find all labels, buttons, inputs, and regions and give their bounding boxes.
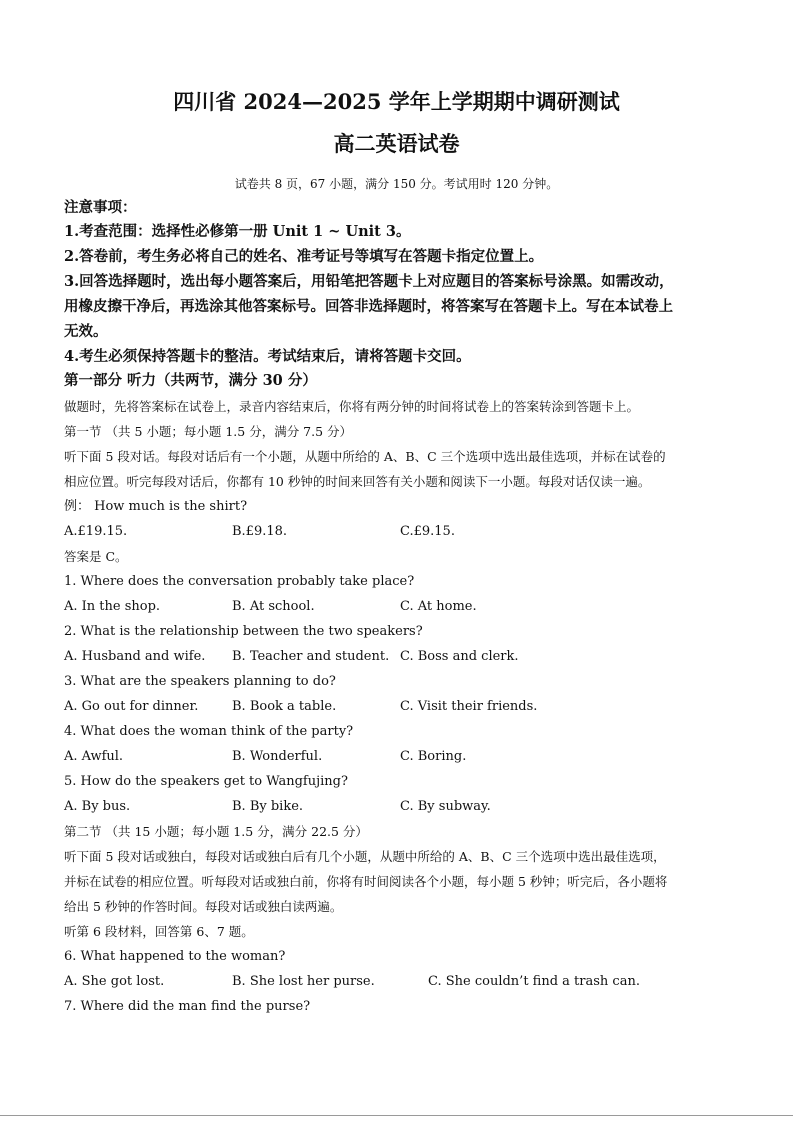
material-6-intro: 听第 6 段材料，回答第 6、7 题。 bbox=[64, 924, 254, 939]
section2-directions: 并标在试卷的相应位置。听每段对话或独白前，你将有时间阅读各个小题，每小题 5 秒钟；听完后，各小题将 bbox=[64, 874, 668, 889]
note-item: 2.答卷前，考生务必将自己的姓名、准考证号等填写在答题卡指定位置上。 bbox=[64, 248, 544, 265]
q5-option-b: B. By bike. bbox=[232, 799, 304, 814]
section1-directions: 听下面 5 段对话。每段对话后有一个小题，从题中所给的 A、B、C 三个选项中选出最佳选项，并标在试卷的 bbox=[64, 449, 666, 464]
q6-option-a: A. She got lost. bbox=[64, 974, 165, 989]
section1-heading: 第一节 （共 5 小题；每小题 1.5 分，满分 7.5 分） bbox=[64, 424, 353, 439]
q6-option-c: C. She couldn’t find a trash can. bbox=[428, 974, 640, 989]
section2-directions: 听下面 5 段对话或独白，每段对话或独白后有几个小题，从题中所给的 A、B、C 三个选项中选出最佳选项， bbox=[64, 849, 666, 864]
q3-option-b: B. Book a table. bbox=[232, 699, 337, 714]
question-4: 4. What does the woman think of the party? bbox=[64, 724, 354, 739]
note-item: 4.考生必须保持答题卡的整洁。考试结束后，请将答题卡交回。 bbox=[64, 348, 471, 365]
exam-info: 试卷共 8 页，67 小题，满分 150 分。考试用时 120 分钟。 bbox=[234, 177, 559, 191]
q6-option-b: B. She lost her purse. bbox=[232, 974, 375, 989]
question-1: 1. Where does the conversation probably take place? bbox=[64, 574, 415, 589]
section2-heading: 第二节 （共 15 小题；每小题 1.5 分，满分 22.5 分） bbox=[64, 824, 368, 839]
q1-option-c: C. At home. bbox=[400, 599, 477, 614]
page-bottom-rule bbox=[0, 1115, 793, 1116]
note-item: 用橡皮擦干净后，再选涂其他答案标号。回答非选择题时，将答案写在答题卡上。写在本试卷上 bbox=[64, 298, 673, 315]
q3-option-a: A. Go out for dinner. bbox=[64, 699, 199, 714]
part1-heading: 第一部分 听力（共两节，满分 30 分） bbox=[64, 372, 317, 389]
question-2: 2. What is the relationship between the two speakers? bbox=[64, 624, 423, 639]
question-6: 6. What happened to the woman? bbox=[64, 949, 286, 964]
q1-option-b: B. At school. bbox=[232, 599, 315, 614]
example-question: 例： How much is the shirt? bbox=[64, 499, 248, 514]
note-item: 无效。 bbox=[64, 323, 108, 340]
q5-option-a: A. By bus. bbox=[64, 799, 131, 814]
example-option-a: A.£19.15. bbox=[64, 524, 128, 539]
section1-directions: 相应位置。听完每段对话后，你都有 10 秒钟的时间来回答有关小题和阅读下一小题。每段对话仅读一遍。 bbox=[64, 474, 651, 489]
q2-option-a: A. Husband and wife. bbox=[64, 649, 206, 664]
exam-subtitle: 高二英语试卷 bbox=[333, 131, 460, 156]
question-7: 7. Where did the man find the purse? bbox=[64, 999, 311, 1014]
exam-title: 四川省 2024—2025 学年上学期期中调研测试 bbox=[173, 89, 620, 114]
example-answer: 答案是 C。 bbox=[64, 549, 128, 564]
q3-option-c: C. Visit their friends. bbox=[400, 699, 538, 714]
q5-option-c: C. By subway. bbox=[400, 799, 491, 814]
part1-intro: 做题时，先将答案标在试卷上，录音内容结束后，你将有两分钟的时间将试卷上的答案转涂到答题卡上。 bbox=[64, 399, 640, 414]
notes-heading: 注意事项： bbox=[64, 199, 137, 216]
question-3: 3. What are the speakers planning to do? bbox=[64, 674, 336, 689]
question-5: 5. How do the speakers get to Wangfujing? bbox=[64, 774, 348, 789]
example-option-c: C.£9.15. bbox=[400, 524, 455, 539]
q4-option-a: A. Awful. bbox=[64, 749, 124, 764]
q4-option-c: C. Boring. bbox=[400, 749, 467, 764]
section2-directions: 给出 5 秒钟的作答时间。每段对话或独白读两遍。 bbox=[64, 899, 343, 914]
q4-option-b: B. Wonderful. bbox=[232, 749, 323, 764]
q2-option-b: B. Teacher and student. bbox=[232, 649, 390, 664]
q1-option-a: A. In the shop. bbox=[64, 599, 161, 614]
example-option-b: B.£9.18. bbox=[232, 524, 288, 539]
note-item: 3.回答选择题时，选出每小题答案后，用铅笔把答题卡上对应题目的答案标号涂黑。如需改动， bbox=[64, 273, 674, 290]
q2-option-c: C. Boss and clerk. bbox=[400, 649, 519, 664]
note-item: 1.考查范围：选择性必修第一册 Unit 1 ~ Unit 3。 bbox=[64, 223, 411, 240]
